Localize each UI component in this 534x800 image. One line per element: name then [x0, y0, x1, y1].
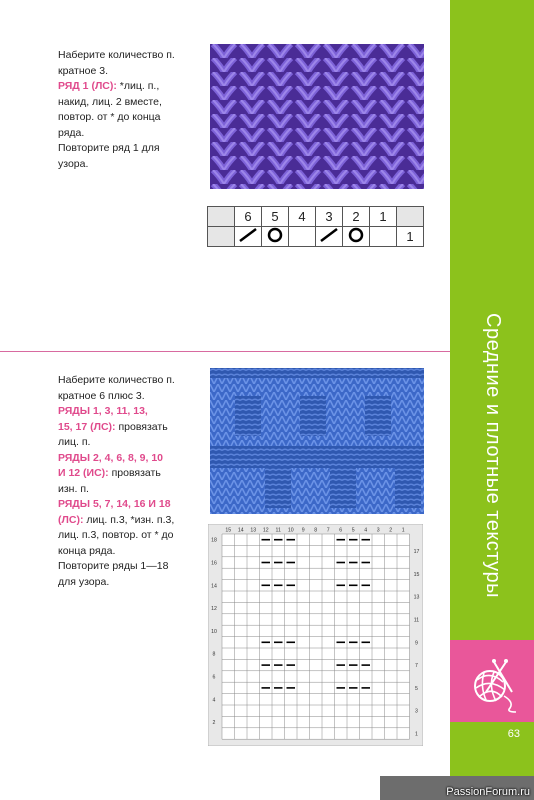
chart1-col-number: 1 [370, 207, 397, 227]
chapter-icon-box [450, 640, 534, 722]
k2tog-symbol [235, 227, 262, 247]
knit-stitch-cell [289, 227, 316, 247]
chart2-col-number: 9 [301, 527, 305, 534]
chart2-col-number: 3 [376, 527, 380, 534]
page-number: 63 [507, 728, 520, 740]
pattern1-cast-on: Наберите количество п. кратное 3. [58, 49, 175, 77]
pattern2-instructions [58, 373, 208, 590]
chart2-col-number: 7 [326, 527, 330, 534]
chart1-edge [208, 227, 235, 247]
pattern1-row1: РЯД 1 (ЛС): *лиц. п., накид, лиц. 2 вместе, повтор. от * до конца ряда. [58, 80, 162, 139]
chart2-col-number: 5 [351, 527, 355, 534]
chart2-col-number: 8 [314, 527, 318, 534]
chart2-col-number: 1 [401, 527, 405, 534]
chart2-row-number: 18 [211, 537, 217, 544]
chart2-row-number: 11 [413, 617, 420, 624]
knit-swatch-purple [210, 44, 424, 189]
chart2-grid [208, 524, 423, 746]
chapter-title [451, 265, 533, 645]
chart1-row-number: 1 [397, 227, 424, 247]
yarn-ball-icon [450, 640, 534, 722]
chart2-svg [208, 524, 423, 746]
chart2-row-number: 5 [415, 685, 418, 692]
chart2-col-number: 15 [225, 527, 232, 534]
chart1-corner [208, 207, 235, 227]
chart1-col-number: 6 [235, 207, 262, 227]
chart2-row-number: 9 [415, 640, 418, 647]
chart2-col-number: 12 [262, 527, 269, 534]
knit-swatch-blue [210, 368, 424, 514]
chart1-col-number: 2 [343, 207, 370, 227]
chart2-col-number: 2 [389, 527, 393, 534]
pattern2-rows-purl: РЯДЫ 2, 4, 6, 8, 9, 10 И 12 (ИС): провязать изн. п. [58, 451, 164, 495]
chart2-row-number: 3 [415, 708, 418, 715]
watermark: PassionForum.ru [446, 786, 530, 798]
chart2-row-number: 6 [212, 674, 216, 681]
section-divider [0, 351, 450, 352]
chart2-row-number: 14 [211, 583, 217, 590]
pattern2-rows-knit: РЯДЫ 1, 3, 11, 13, 15, 17 (ЛС): провязать лиц. п. [58, 405, 168, 448]
pattern2-rows-pattern: РЯДЫ 5, 7, 14, 16 И 18 (ЛС): лиц. п.3, *изн. п.3, лиц. п.3, повтор. от * до конца ряда. [58, 498, 175, 557]
chart2-row-number: 13 [413, 594, 420, 601]
chart2-col-number: 6 [339, 527, 343, 534]
knit-stitch-cell [370, 227, 397, 247]
chart2-row-number: 8 [212, 651, 216, 658]
yarn-over-symbol [343, 227, 370, 247]
chart2-col-number: 11 [275, 527, 281, 534]
pattern2-cast-on: Наберите количество п. кратное 6 плюс 3. [58, 374, 175, 402]
yarn-over-symbol [262, 227, 289, 247]
chart1-col-number: 5 [262, 207, 289, 227]
chart2-row-number: 7 [415, 663, 418, 670]
chart2-row-number: 16 [211, 560, 217, 567]
chart2-col-number: 14 [237, 527, 244, 534]
chart1-corner [397, 207, 424, 227]
chart2-row-number: 2 [212, 720, 216, 727]
pattern2-repeat: Повторите ряды 1—18 для узора. [58, 560, 169, 588]
chart2-col-number: 10 [287, 527, 294, 534]
chart2-row-number: 15 [413, 571, 420, 578]
pattern1-instructions [58, 48, 208, 172]
chart2-row-number: 10 [211, 628, 217, 635]
chart2-col-number: 13 [250, 527, 257, 534]
chart1-grid [207, 206, 424, 247]
chart1-col-number: 4 [289, 207, 316, 227]
chapter-title-text: Средние и плотные текстуры [481, 312, 504, 598]
chart2-row-number: 4 [212, 697, 216, 704]
k2tog-symbol [316, 227, 343, 247]
pattern1-repeat: Повторите ряд 1 для узора. [58, 142, 160, 170]
chart2-row-number: 17 [413, 549, 420, 556]
chart2-row-number: 12 [211, 606, 217, 613]
chart2-row-number: 1 [415, 731, 418, 738]
chart2-col-number: 4 [364, 527, 368, 534]
chart1-col-number: 3 [316, 207, 343, 227]
